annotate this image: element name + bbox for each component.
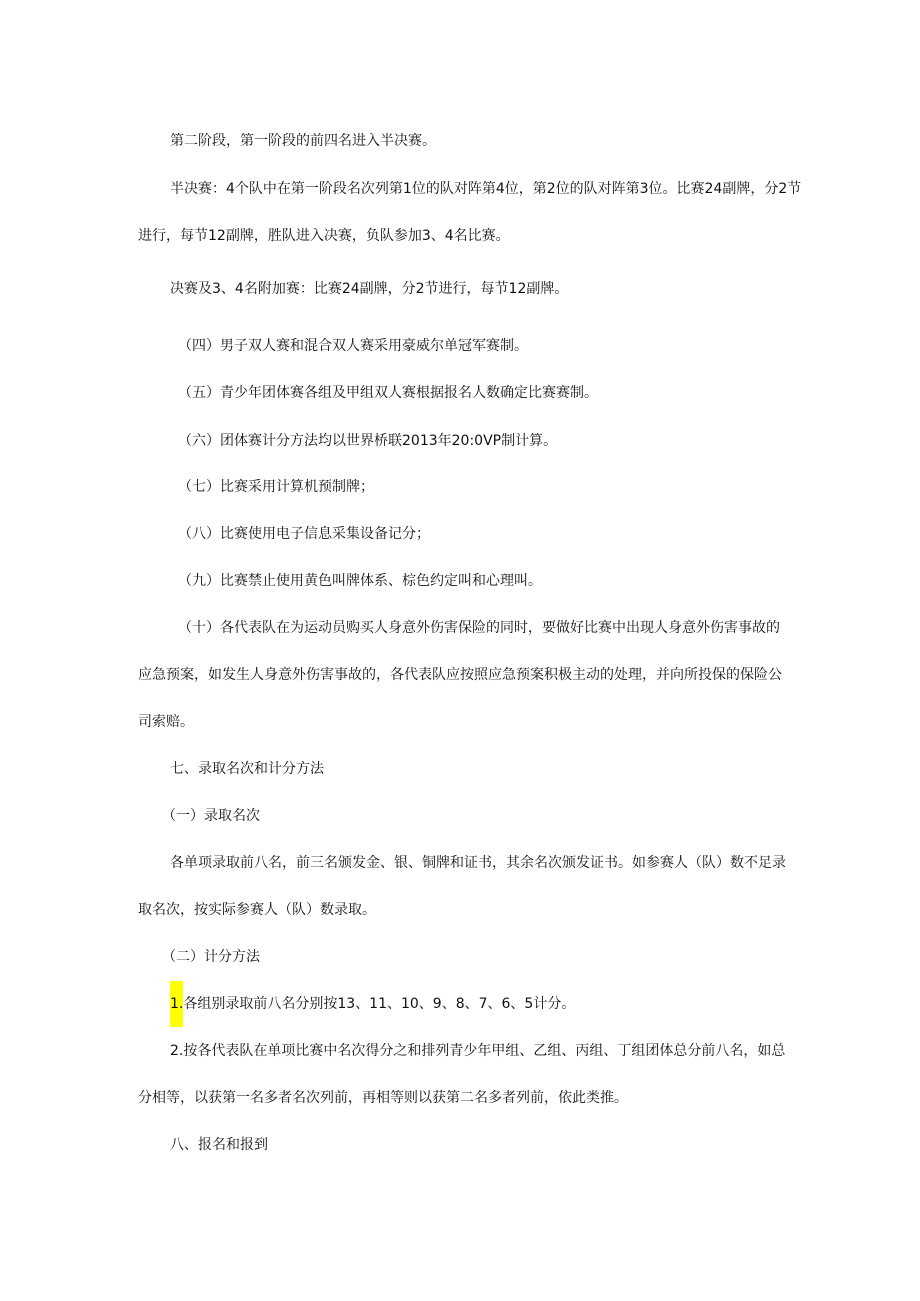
scoring-item-two-line1: 2.按各代表队在单项比赛中名次得分之和排列青少年甲组、乙组、丙组、丁组团体总分前八名，如总 xyxy=(170,1043,786,1059)
scoring-item-two-line2: 分相等，以获第一名多者名次列前，再相等则以获第二名多者列前，依此类推。 xyxy=(138,1090,628,1106)
paragraph-ranking-line2: 取名次，按实际参赛人（队）数录取。 xyxy=(138,902,376,918)
item-four: （四）男子双人赛和混合双人赛采用豪威尔单冠军赛制。 xyxy=(178,338,528,354)
subsection-scoring: （二）计分方法 xyxy=(162,949,260,965)
item-ten-line3: 司索赔。 xyxy=(138,714,194,730)
section-heading-seven: 七、录取名次和计分方法 xyxy=(170,761,324,777)
paragraph-stage-two: 第二阶段，第一阶段的前四名进入半决赛。 xyxy=(170,133,436,149)
paragraph-final: 决赛及3、4名附加赛：比赛24副牌，分2节进行，每节12副牌。 xyxy=(170,281,569,297)
highlight-mark: 1. xyxy=(170,981,183,1027)
item-ten-line2: 应急预案，如发生人身意外伤害事故的，各代表队应按照应急预案积极主动的处理，并向所投保的保险公 xyxy=(138,667,782,683)
paragraph-semifinal-line1: 半决赛：4个队中在第一阶段名次列第1位的队对阵第4位，第2位的队对阵第3位。比赛24副牌，分2节 xyxy=(170,181,802,197)
item-six: （六）团体赛计分方法均以世界桥联2013年20:0VP制计算。 xyxy=(178,433,558,449)
item-nine: （九）比赛禁止使用黄色叫牌体系、棕色约定叫和心理叫。 xyxy=(178,573,542,589)
paragraph-ranking-line1: 各单项录取前八名，前三名颁发金、银、铜牌和证书，其余名次颁发证书。如参赛人（队）数不足录 xyxy=(170,855,786,871)
paragraph-semifinal-line2: 进行，每节12副牌，胜队进入决赛，负队参加3、4名比赛。 xyxy=(138,228,510,244)
item-seven: （七）比赛采用计算机预制牌； xyxy=(178,479,374,495)
section-heading-eight: 八、报名和报到 xyxy=(170,1137,268,1153)
item-five: （五）青少年团体赛各组及甲组双人赛根据报名人数确定比赛赛制。 xyxy=(178,385,598,401)
item-ten-line1: （十）各代表队在为运动员购买人身意外伤害保险的同时，要做好比赛中出现人身意外伤害事故的 xyxy=(178,620,780,636)
scoring-item-one-text: 各组别录取前八名分别按13、11、10、9、8、7、6、5计分。 xyxy=(183,996,576,1012)
subsection-ranking: （一）录取名次 xyxy=(162,808,260,824)
item-eight: （八）比赛使用电子信息采集设备记分； xyxy=(178,526,430,542)
scoring-item-one xyxy=(170,981,575,1027)
